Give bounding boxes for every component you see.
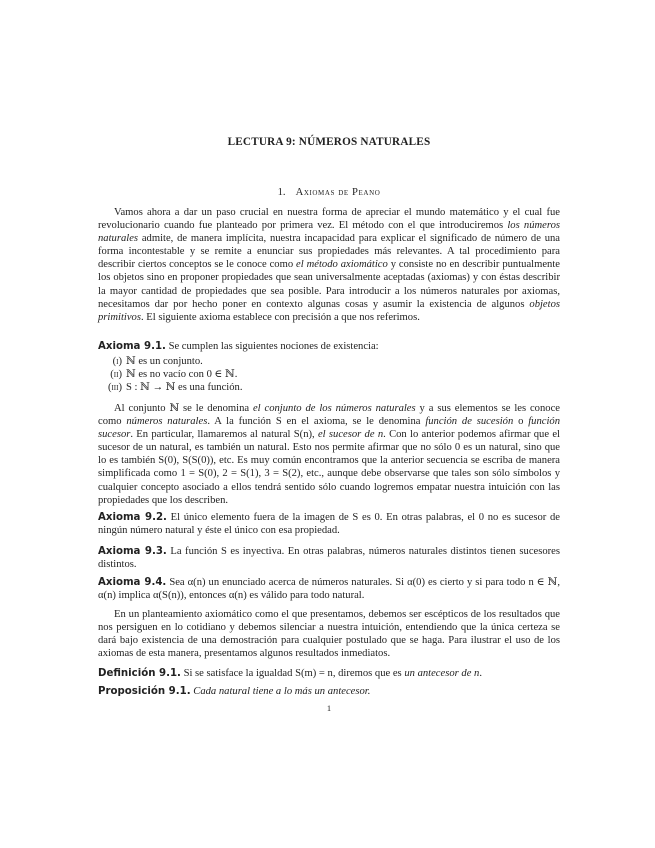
axiomatic-approach-paragraph [98,608,560,660]
definition-text [184,668,482,679]
text-run: . El siguiente axioma establece con precisión a que nos referimos. [140,311,420,323]
text-run: . En particular, llamaremos al natural S(n), [130,429,318,441]
axiom-label: Axioma 9.3. [98,546,167,557]
emphasized-term: el conjunto de los números naturales [252,403,416,414]
text-run: o [513,416,529,428]
page-title: LECTURA 9: NÚMEROS NATURALES [227,136,431,148]
emphasized-term: función de sucesión [425,416,514,428]
definition-9-1 [98,667,560,680]
axiom-text: La función S es inyectiva. En otras palabras, números naturales distintos tienen sucesores distintos. [98,546,560,571]
proposition-label: Proposición 9.1. [98,686,191,697]
text-run: . [479,668,483,679]
emphasized-term: el método axiomático [296,259,388,271]
page-number: 1 [326,703,332,713]
text-run: . Con lo anterior podemos afirmar que el sucesor de un natural, es también un natural. Esto nos permite afirmar que no sólo 0 es un natural, sino que lo es también S(0), S(S(0)), etc. Es muy común encontramos que la anterior secuencia se escriba de manera simplificada como 1 = S(0), 2 = S(1), 3 = S(2), etc., aunque debe observarse que tales son sólo símbolos y cualquier concepto asociado a ellos tendrá sentido sólo cuando logremos empatar nuestra intuición con las propiedades que los describen. [98,429,560,506]
section-name: Axiomas de Peano [295,187,381,198]
paragraph-text: En un planteamiento axiomático como el que presentamos, debemos ser escépticos de los resultados que nos persiguen en lo cotidiano y debemos silenciar a nuestra intuición, entendiendo que la única certeza se dará bajo existencia de una demostración para cualquier postulado que se haga. Para ilustrar el uso de los axiomas de esta manera, presentamos algunos resultados inmediatos. [98,609,560,660]
axiom-9-3 [98,545,560,571]
paragraph-text [98,402,560,507]
text-run: . A la función S en el axioma, se le denomina [207,416,426,428]
text-run: Si se satisface la igualdad S(m) = n, diremos que es [183,668,405,679]
text-run: y a sus elementos se les conoce como [98,403,560,428]
existence-list [98,355,560,394]
text-run: admite, de manera implícita, nuestra incapacidad para explicar el significado de número de una forma incontestable y se remite a enunciar sus propiedades más relevantes. A tal procedimiento para describir ciertos conceptos se le conoce como [98,233,560,271]
list-marker: (ii) [110,369,122,381]
axiom-label: Axioma 9.2. [98,512,167,523]
axiom-text: Sea α(n) un enunciado acerca de números naturales. Si α(0) es cierto y si para todo n ∈ ℕ, α(n) implica α(S(n)), entonces α(n) es válido para todo natural. [98,577,560,602]
axiom-9-4 [98,576,560,602]
axiom-9-2 [98,511,560,537]
axiom-text: El único elemento fuera de la imagen de S es 0. En otras palabras, el 0 no es sucesor de ningún número natural y éste el único con esa propiedad. [98,512,560,537]
text-run: Al conjunto ℕ se le denomina [114,403,253,414]
intro-text [98,206,560,324]
intro-paragraph [98,206,560,324]
emphasized-term: los números naturales [98,220,560,245]
list-item-text: ℕ es un conjunto. [126,356,203,368]
list-marker: (iii) [107,382,122,394]
natural-numbers-paragraph [98,402,560,507]
axiom-label: Axioma 9.4. [98,577,167,588]
emphasized-term: objetos primitivos [98,298,560,323]
emphasized-term: función sucesor [98,416,561,441]
proposition-9-1 [98,685,560,698]
list-item [98,355,560,368]
emphasized-term: el sucesor de n [317,429,384,441]
definition-label: Definición 9.1. [98,668,181,679]
list-item [98,381,560,394]
axiom-text: Se cumplen las siguientes nociones de existencia: [168,341,379,352]
section-number: 1. [277,187,286,198]
axiom-9-1 [98,340,560,394]
emphasized-term: un antecesor de n [404,668,480,679]
axiom-label: Axioma 9.1. [98,341,166,352]
list-item [98,368,560,381]
list-marker: (i) [112,356,122,368]
proposition-text: Cada natural tiene a lo más un antecesor. [193,686,371,697]
text-run: Vamos ahora a dar un paso crucial en nuestra forma de apreciar el mundo matemático y el cual fue revolucionario cuando fue planteado por primera vez. El método con el que introduciremos [98,207,560,232]
list-item-text: ℕ es no vacío con 0 ∈ ℕ. [126,369,238,381]
list-item-text: S : ℕ → ℕ es una función. [126,382,243,394]
emphasized-term: números naturales [126,416,208,428]
section-heading [98,186,560,199]
text-run: y consiste no en describir puntualmente los objetos sino en proponer propiedades que sean universalmente aceptadas (axiomas) y con éstas describir la mayor cantidad de propiedades que sea posible. Para introducir a los números naturales por axiomas, necesitamos dar por hecho poner en contexto algunas cosas y asumir la existencia de algunos [98,259,560,310]
